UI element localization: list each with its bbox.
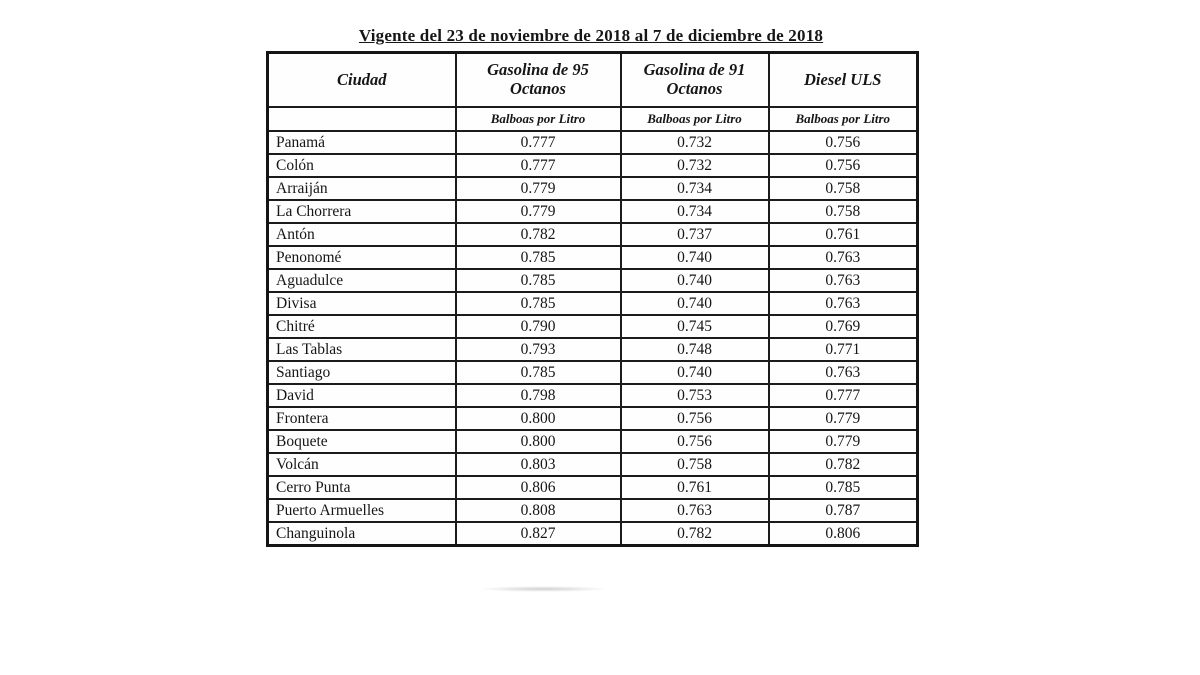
diesel-uls-cell: 0.763 bbox=[769, 292, 918, 315]
city-cell: Aguadulce bbox=[268, 269, 456, 292]
city-cell: Las Tablas bbox=[268, 338, 456, 361]
unit-cell-gasolina-95: Balboas por Litro bbox=[456, 107, 621, 131]
table-row bbox=[268, 499, 918, 522]
city-cell: David bbox=[268, 384, 456, 407]
diesel-uls-cell: 0.756 bbox=[769, 154, 918, 177]
gasolina-91-cell: 0.748 bbox=[621, 338, 769, 361]
table-row bbox=[268, 315, 918, 338]
table-body bbox=[268, 131, 918, 546]
city-cell: Chitré bbox=[268, 315, 456, 338]
gasolina-91-cell: 0.763 bbox=[621, 499, 769, 522]
gasolina-95-cell: 0.800 bbox=[456, 430, 621, 453]
table-row bbox=[268, 223, 918, 246]
city-cell: Penonomé bbox=[268, 246, 456, 269]
table-row bbox=[268, 177, 918, 200]
diesel-uls-cell: 0.779 bbox=[769, 430, 918, 453]
gasolina-95-cell: 0.798 bbox=[456, 384, 621, 407]
fuel-price-document bbox=[266, 26, 916, 547]
city-cell: Antón bbox=[268, 223, 456, 246]
gasolina-95-cell: 0.782 bbox=[456, 223, 621, 246]
gasolina-91-cell: 0.732 bbox=[621, 154, 769, 177]
gasolina-91-cell: 0.732 bbox=[621, 131, 769, 154]
diesel-uls-cell: 0.756 bbox=[769, 131, 918, 154]
gasolina-95-cell: 0.808 bbox=[456, 499, 621, 522]
gasolina-91-cell: 0.740 bbox=[621, 292, 769, 315]
city-cell: Puerto Armuelles bbox=[268, 499, 456, 522]
diesel-uls-cell: 0.785 bbox=[769, 476, 918, 499]
scan-artifact-smudge bbox=[478, 586, 608, 592]
gasolina-91-cell: 0.740 bbox=[621, 246, 769, 269]
column-header-ciudad: Ciudad bbox=[268, 53, 456, 108]
city-cell: Volcán bbox=[268, 453, 456, 476]
gasolina-91-cell: 0.782 bbox=[621, 522, 769, 546]
city-cell: La Chorrera bbox=[268, 200, 456, 223]
table-row bbox=[268, 522, 918, 546]
gasolina-91-cell: 0.756 bbox=[621, 430, 769, 453]
gasolina-91-cell: 0.758 bbox=[621, 453, 769, 476]
header-row bbox=[268, 53, 918, 108]
gasolina-95-cell: 0.793 bbox=[456, 338, 621, 361]
gasolina-95-cell: 0.827 bbox=[456, 522, 621, 546]
city-cell: Panamá bbox=[268, 131, 456, 154]
gasolina-95-cell: 0.803 bbox=[456, 453, 621, 476]
gasolina-91-cell: 0.737 bbox=[621, 223, 769, 246]
gasolina-91-cell: 0.734 bbox=[621, 200, 769, 223]
unit-cell-gasolina-91: Balboas por Litro bbox=[621, 107, 769, 131]
gasolina-91-cell: 0.753 bbox=[621, 384, 769, 407]
column-header-gasolina-95: Gasolina de 95 Octanos bbox=[456, 53, 621, 108]
city-cell: Frontera bbox=[268, 407, 456, 430]
unit-cell-diesel-uls: Balboas por Litro bbox=[769, 107, 918, 131]
gasolina-95-cell: 0.779 bbox=[456, 177, 621, 200]
diesel-uls-cell: 0.777 bbox=[769, 384, 918, 407]
city-cell: Boquete bbox=[268, 430, 456, 453]
table-row bbox=[268, 200, 918, 223]
gasolina-95-cell: 0.785 bbox=[456, 292, 621, 315]
diesel-uls-cell: 0.763 bbox=[769, 361, 918, 384]
diesel-uls-cell: 0.771 bbox=[769, 338, 918, 361]
table-row bbox=[268, 269, 918, 292]
table-row bbox=[268, 453, 918, 476]
unit-row bbox=[268, 107, 918, 131]
fuel-price-table bbox=[266, 51, 919, 547]
diesel-uls-cell: 0.779 bbox=[769, 407, 918, 430]
diesel-uls-cell: 0.787 bbox=[769, 499, 918, 522]
table-row bbox=[268, 292, 918, 315]
gasolina-91-cell: 0.740 bbox=[621, 269, 769, 292]
diesel-uls-cell: 0.761 bbox=[769, 223, 918, 246]
column-header-gasolina-91: Gasolina de 91 Octanos bbox=[621, 53, 769, 108]
gasolina-95-cell: 0.790 bbox=[456, 315, 621, 338]
city-cell: Colón bbox=[268, 154, 456, 177]
diesel-uls-cell: 0.758 bbox=[769, 200, 918, 223]
gasolina-91-cell: 0.745 bbox=[621, 315, 769, 338]
gasolina-95-cell: 0.777 bbox=[456, 131, 621, 154]
diesel-uls-cell: 0.763 bbox=[769, 246, 918, 269]
diesel-uls-cell: 0.806 bbox=[769, 522, 918, 546]
gasolina-95-cell: 0.785 bbox=[456, 269, 621, 292]
city-cell: Arraiján bbox=[268, 177, 456, 200]
table-row bbox=[268, 476, 918, 499]
gasolina-95-cell: 0.806 bbox=[456, 476, 621, 499]
column-header-diesel-uls: Diesel ULS bbox=[769, 53, 918, 108]
gasolina-91-cell: 0.734 bbox=[621, 177, 769, 200]
table-row bbox=[268, 407, 918, 430]
table-row bbox=[268, 361, 918, 384]
gasolina-95-cell: 0.785 bbox=[456, 361, 621, 384]
diesel-uls-cell: 0.758 bbox=[769, 177, 918, 200]
table-row bbox=[268, 246, 918, 269]
diesel-uls-cell: 0.769 bbox=[769, 315, 918, 338]
gasolina-95-cell: 0.800 bbox=[456, 407, 621, 430]
table-row bbox=[268, 384, 918, 407]
gasolina-91-cell: 0.761 bbox=[621, 476, 769, 499]
table-header bbox=[268, 53, 918, 132]
table-row bbox=[268, 338, 918, 361]
city-cell: Changuinola bbox=[268, 522, 456, 546]
table-row bbox=[268, 430, 918, 453]
diesel-uls-cell: 0.782 bbox=[769, 453, 918, 476]
gasolina-95-cell: 0.785 bbox=[456, 246, 621, 269]
document-title: Vigente del 23 de noviembre de 2018 al 7 de diciembre de 2018 bbox=[358, 26, 824, 45]
gasolina-91-cell: 0.756 bbox=[621, 407, 769, 430]
table-row bbox=[268, 131, 918, 154]
gasolina-95-cell: 0.779 bbox=[456, 200, 621, 223]
city-cell: Divisa bbox=[268, 292, 456, 315]
gasolina-91-cell: 0.740 bbox=[621, 361, 769, 384]
table-row bbox=[268, 154, 918, 177]
gasolina-95-cell: 0.777 bbox=[456, 154, 621, 177]
city-cell: Cerro Punta bbox=[268, 476, 456, 499]
city-cell: Santiago bbox=[268, 361, 456, 384]
unit-cell-ciudad bbox=[268, 107, 456, 131]
diesel-uls-cell: 0.763 bbox=[769, 269, 918, 292]
